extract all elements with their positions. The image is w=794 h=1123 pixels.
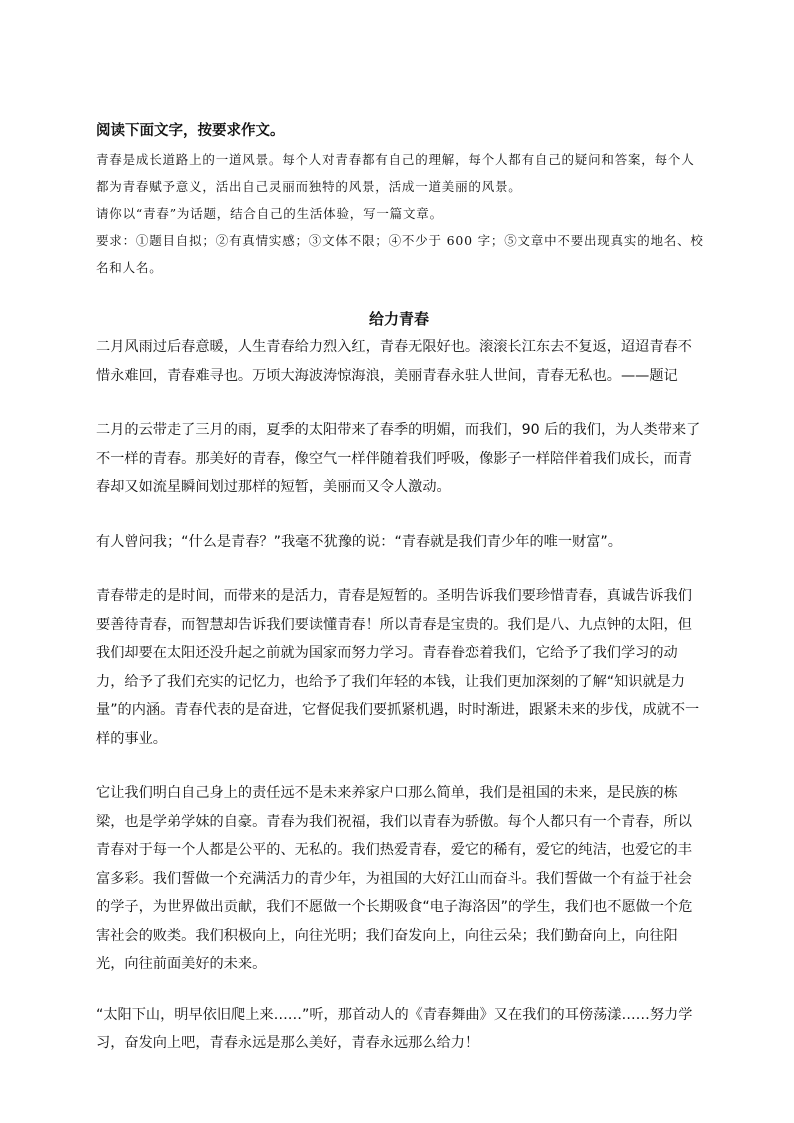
essay-paragraph: 它让我们明白自己身上的责任远不是未来养家户口那么简单，我们是祖国的未来，是民族的栋梁，也是学弟学妹的自豪。青春为我们祝福，我们以青春为骄傲。每个人都只有一个青春，所以青春对于每一个人都是公平的、无私的。我们热爱青春，爱它的稀有，爱它的纯洁，也爱它的丰富多彩。我们誓做一个充满活力的青少年，为祖国的大好江山而奋斗。我们誓做一个有益于社会的学子，为世界做出贡献，我们不愿做一个长期吸食“电子海洛因”的学生，我们也不愿做一个危害社会的败类。我们积极向上，向往光明；我们奋发向上，向往云朵；我们勤奋向上，向往阳光，向往前面美好的未来。	[96, 785, 693, 972]
prompt-description: 青春是成长道路上的一道风景。每个人对青春都有自己的理解，每个人都有自己的疑问和答案，每个人都为青春赋予意义，活出自己灵丽而独特的风景，活成一道美丽的风景。	[96, 152, 695, 194]
essay-body	[96, 306, 702, 1084]
essay-paragraph: 青春带走的是时间，而带来的是活力，青春是短暂的。圣明告诉我们要珍惜青春，真诚告诉我们要善待青春，而智慧却告诉我们要读懂青春！所以青春是宝贵的。我们是八、九点钟的太阳，但我们却要在太阳还没升起之前就为国家而努力学习。青春眷恋着我们，它给予了我们学习的动力，给予了我们充实的记忆力，也给予了我们年轻的本钱，让我们更加深刻的了解“知识就是力量”的内涵。青春代表的是奋进，它督促我们要抓紧机遇，时时渐进，跟紧未来的步伐，成就不一样的事业。	[96, 588, 700, 747]
prompt-requirements: 要求：①题目自拟；②有真情实感；③文体不限；④不少于 600 字；⑤文章中不要出现真实的地名、校名和人名。	[96, 233, 704, 275]
essay-paragraph-epigraph: 二月风雨过后春意暖，人生青春给力烈入红，青春无限好也。滚滚长江东去不复返，迢迢青春不惜永难回，青春难寻也。万顷大海波涛惊海浪，美丽青春永驻人世间，青春无私也。——题记	[96, 339, 692, 384]
essay-paragraph: 有人曾问我；“什么是青春？”我毫不犹豫的说：“青春就是我们青少年的唯一财富”。	[96, 533, 622, 550]
essay-title: 给力青春	[368, 310, 429, 328]
essay-prompt	[96, 118, 706, 281]
essay-paragraph-closing: “太阳下山，明早依旧爬上来……”听，那首动人的《青春舞曲》又在我们的耳傍荡漾……努力学习，奋发向上吧，青春永远是那么美好，青春永远那么给力！	[96, 1006, 693, 1051]
essay-paragraph: 二月的云带走了三月的雨，夏季的太阳带来了春季的明媚，而我们，90 后的我们，为人类带来了不一样的青春。那美好的青春，像空气一样伴随着我们呼吸，像影子一样陪伴着我们成长，而青春却又如流星瞬间划过那样的短暂，美丽而又令人激动。	[96, 422, 701, 495]
prompt-title: 阅读下面文字，按要求作文。	[96, 123, 285, 139]
prompt-instruction: 请你以“青春”为话题，结合自己的生活体验，写一篇文章。	[96, 206, 443, 221]
